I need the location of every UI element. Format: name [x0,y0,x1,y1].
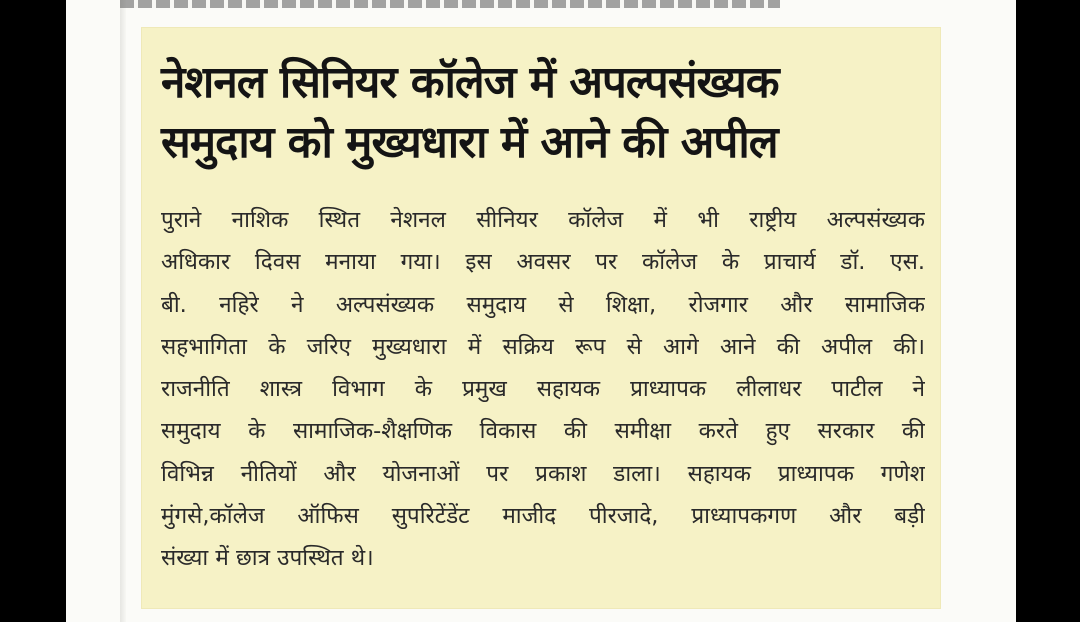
headline-line-1: नेशनल सिनियर कॉलेज में अपल्पसंख्यक [161,57,779,108]
body-line-6: समुदाय के सामाजिक-शैक्षणिक विकास की समीक्षा करते हुए सरकार की [161,418,925,445]
body-line-7: विभिन्न नीतियों और योजनाओं पर प्रकाश डाला। सहायक प्राध्यापक गणेश [161,460,925,487]
body-line-8: मुंगसे,कॉलेज ऑफिस सुपरिटेंडेंट माजीद पीरजादे, प्राध्यापकगण और बड़ी [161,503,925,530]
body-line-1: पुराने नाशिक स्थित नेशनल सीनियर कॉलेज में भी राष्ट्रीय अल्पसंख्यक [161,207,925,233]
body-line-3: बी. नहिरे ने अल्पसंख्यक समुदाय से शिक्षा, रोजगार और सामाजिक [161,291,925,318]
column-gutter [120,0,126,622]
cropped-previous-text [120,0,780,8]
headline-line-2: समुदाय को मुख्यधारा में आने की अपील [161,117,778,168]
article-body [161,199,925,580]
body-line-9: संख्या में छात्र उपस्थित थे। [161,545,374,572]
article-headline [161,53,921,173]
body-line-5: राजनीति शास्त्र विभाग के प्रमुख सहायक प्राध्यापक लीलाधर पाटील ने [161,376,925,403]
body-line-4: सहभागिता के जरिए मुख्यधारा में सक्रिय रूप से आगे आने की अपील की। [161,333,925,360]
body-line-2: अधिकार दिवस मनाया गया। इस अवसर पर कॉलेज के प्राचार्य डॉ. एस. [161,249,925,276]
news-article-clipping [141,27,941,609]
